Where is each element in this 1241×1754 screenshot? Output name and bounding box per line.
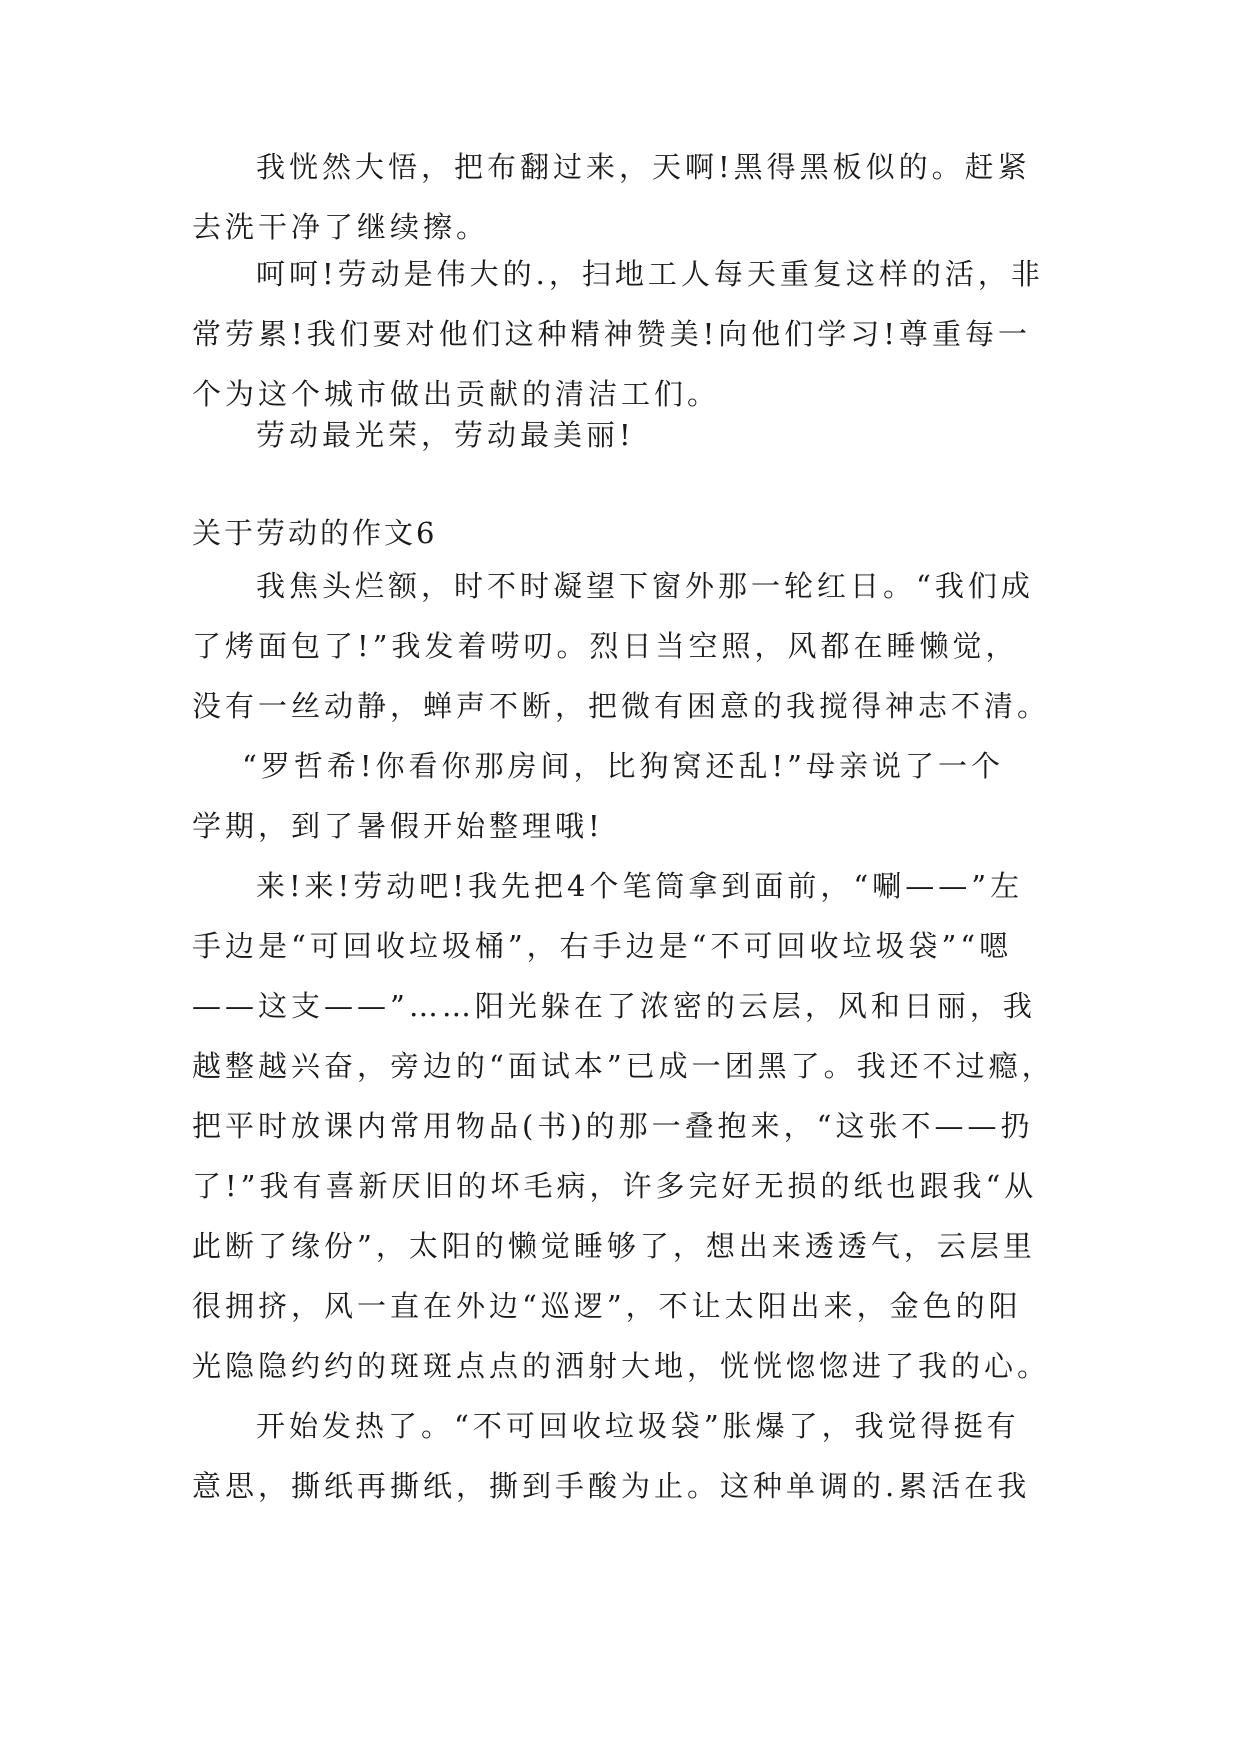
text-line: 来!来!劳动吧!我先把4个笔筒拿到面前，“唰——”左 — [256, 869, 1024, 903]
text-line: 去洗干净了继续擦。 — [192, 210, 490, 244]
essay-heading — [192, 503, 1052, 563]
heading-text: 关于劳动的作文6 — [192, 516, 438, 550]
text-line: 了!”我有喜新厌旧的坏毛病，许多完好无损的纸也跟我“从 — [192, 1169, 1038, 1203]
text-line: 越整越兴奋，旁边的“面试本”已成一团黑了。我还不过瘾， — [192, 1049, 1055, 1083]
essay-body — [192, 556, 1055, 1516]
text-line: 常劳累!我们要对他们这种精神赞美!向他们学习!尊重每一 — [192, 317, 1031, 351]
text-line: 手边是“可回收垃圾桶”，右手边是“不可回收垃圾袋”“嗯 — [192, 929, 1013, 963]
text-line: 没有一丝动静，蝉声不断，把微有困意的我搅得神志不清。 — [192, 689, 1051, 723]
text-line: 劳动最光荣，劳动最美丽! — [256, 418, 635, 452]
text-line: 意思，撕纸再撕纸，撕到手酸为止。这种单调的.累活在我 — [192, 1469, 1031, 1503]
text-line: 开始发热了。“不可回收垃圾袋”胀爆了，我觉得挺有 — [256, 1409, 1020, 1443]
text-line: 此断了缘份”，太阳的懒觉睡够了，想出来透透气，云层里 — [192, 1229, 1036, 1263]
text-line: 把平时放课内常用物品(书)的那一叠抱来，“这张不——扔 — [192, 1109, 1034, 1143]
text-line: 我焦头烂额，时不时凝望下窗外那一轮红日。“我们成 — [256, 569, 1034, 603]
text-line: 光隐隐约约的斑斑点点的洒射大地，恍恍惚惚进了我的心。 — [192, 1349, 1051, 1383]
text-line: 很拥挤，风一直在外边“巡逻”，不让太阳出来，金色的阳 — [192, 1289, 1022, 1323]
text-line: 呵呵!劳动是伟大的.，扫地工人每天重复这样的活，非 — [256, 257, 1044, 291]
paragraph-slogan — [192, 405, 1052, 465]
text-line: 个为这个城市做出贡献的清洁工们。 — [192, 377, 721, 411]
text-line: ——这支——”……阳光躲在了浓密的云层，风和日丽，我 — [192, 989, 1036, 1023]
text-line: 了烤面包了!”我发着唠叨。烈日当空照，风都在睡懒觉， — [192, 629, 1019, 663]
text-line: 学期，到了暑假开始整理哦! — [192, 809, 604, 843]
paragraph-realization — [192, 137, 1052, 257]
text-line: 我恍然大悟，把布翻过来，天啊!黑得黑板似的。赶紧 — [256, 150, 1031, 184]
paragraph-labor-praise — [192, 244, 1052, 424]
text-line: “罗哲希!你看你那房间，比狗窝还乱!”母亲说了一个 — [242, 749, 1004, 783]
